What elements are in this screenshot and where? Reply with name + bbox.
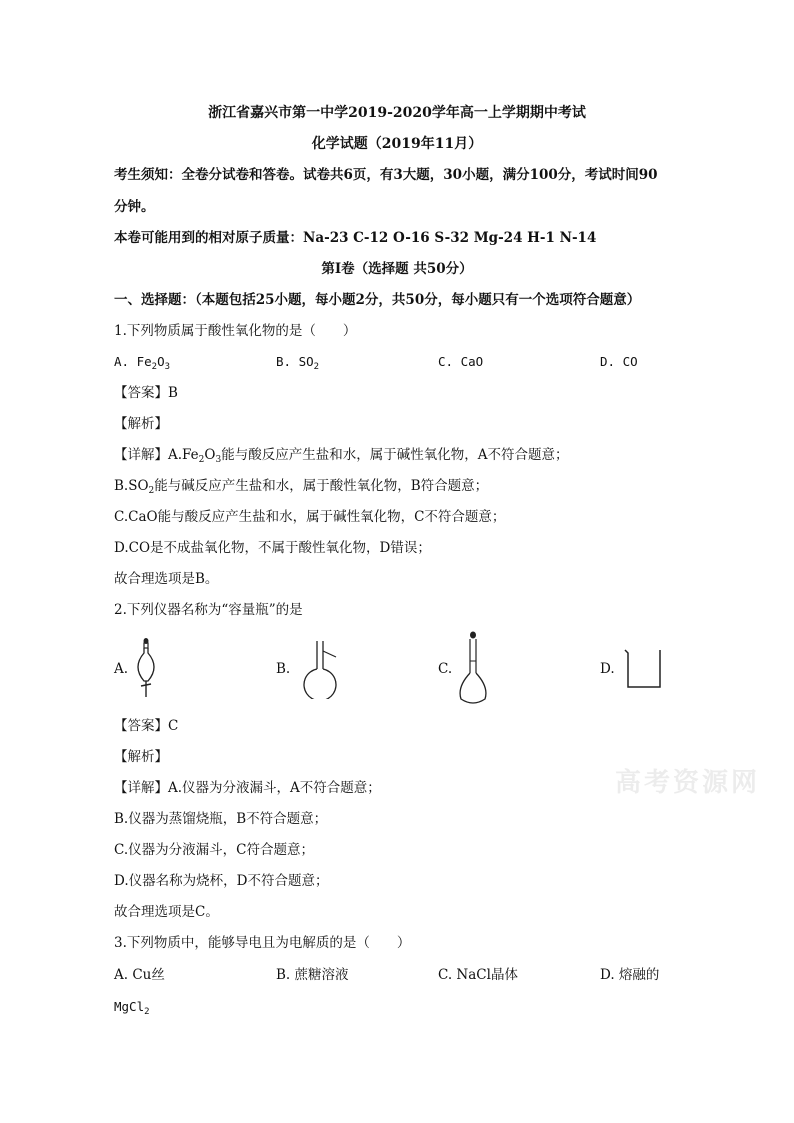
q1-detail-c: C.CaO能与酸反应产生盐和水，属于碱性氧化物，C不符合题意； xyxy=(114,509,506,525)
q3-stem: 3.下列物质中，能够导电且为电解质的是（ ） xyxy=(114,935,411,951)
q1-detail-a: 【详解】$A.Fe_2O_3$能与酸反应产生盐和水，属于碱性氧化物，A不符合题意； xyxy=(114,447,569,465)
section-heading: 第Ⅰ卷（选择题 共50分） xyxy=(321,261,473,277)
q2-detail-d: D.仪器名称为烧杯，D不符合题意； xyxy=(114,873,329,889)
q2-option-a[interactable]: A. xyxy=(114,661,129,677)
q2-detail-b: B.仪器为蒸馏烧瓶，B不符合题意； xyxy=(114,811,328,827)
q3-option-d[interactable]: D. 熔融的 xyxy=(600,967,660,983)
watermark: 高考资源网 xyxy=(615,768,761,798)
q3-option-b[interactable]: B. 蔗糖溶液 xyxy=(276,967,349,983)
q1-stem: 1.下列物质属于酸性氧化物的是（ ） xyxy=(114,323,357,339)
q1-option-b[interactable]: B. $SO_2$ xyxy=(276,354,320,372)
distillation-flask-icon xyxy=(296,639,350,699)
q2-option-d[interactable]: D. xyxy=(600,661,615,677)
q1-option-a[interactable]: A. $Fe_2O_3$ xyxy=(114,354,171,372)
q1-conclusion: 故合理选项是B。 xyxy=(114,571,219,587)
q3-option-c[interactable]: C. NaCl晶体 xyxy=(438,967,518,983)
q2-answer: 【答案】C xyxy=(114,718,179,734)
q2-detail-c: C.仪器为分液漏斗，C符合题意； xyxy=(114,842,314,858)
page-subtitle: 化学试题（2019年11月） xyxy=(311,136,483,152)
q1-analysis-label: 【解析】 xyxy=(114,416,168,432)
q2-option-c[interactable]: C. xyxy=(438,661,453,677)
q2-detail-a: 【详解】A.仪器为分液漏斗，A不符合题意； xyxy=(114,780,381,796)
atomic-masses: 本卷可能用到的相对原子质量：Na-23 C-12 O-16 S-32 Mg-24 H-1 N-14 xyxy=(114,230,597,246)
q3-option-d-continued: MgCl$_2$ xyxy=(114,999,150,1017)
exam-notice-line1: 考生须知：全卷分试卷和答卷。试卷共6页，有3大题，30小题，满分100分，考试时间90 xyxy=(114,167,658,183)
beaker-icon xyxy=(622,647,666,691)
q2-option-b[interactable]: B. xyxy=(276,661,291,677)
q2-conclusion: 故合理选项是C。 xyxy=(114,904,219,920)
q1-answer: 【答案】B xyxy=(114,385,178,401)
q3-option-a[interactable]: A. Cu丝 xyxy=(114,967,165,983)
q1-option-d[interactable]: D. CO xyxy=(600,354,638,369)
q1-detail-d: D.CO是不成盐氧化物，不属于酸性氧化物，D错误； xyxy=(114,540,431,556)
separatory-funnel-icon xyxy=(128,637,164,701)
q1-option-c[interactable]: C. CaO xyxy=(438,354,484,369)
part-heading: 一、选择题：（本题包括25小题，每小题2分，共50分，每小题只有一个选项符合题意） xyxy=(114,292,641,308)
page-title: 浙江省嘉兴市第一中学2019-2020学年高一上学期期中考试 xyxy=(208,105,586,121)
q1-detail-b: $B.SO_2$能与碱反应产生盐和水，属于酸性氧化物，B符合题意； xyxy=(114,478,489,496)
exam-notice-line2: 分钟。 xyxy=(114,199,155,215)
q2-analysis-label: 【解析】 xyxy=(114,749,168,765)
q2-stem: 2.下列仪器名称为“容量瓶”的是 xyxy=(114,602,303,618)
volumetric-flask-icon xyxy=(455,631,491,707)
